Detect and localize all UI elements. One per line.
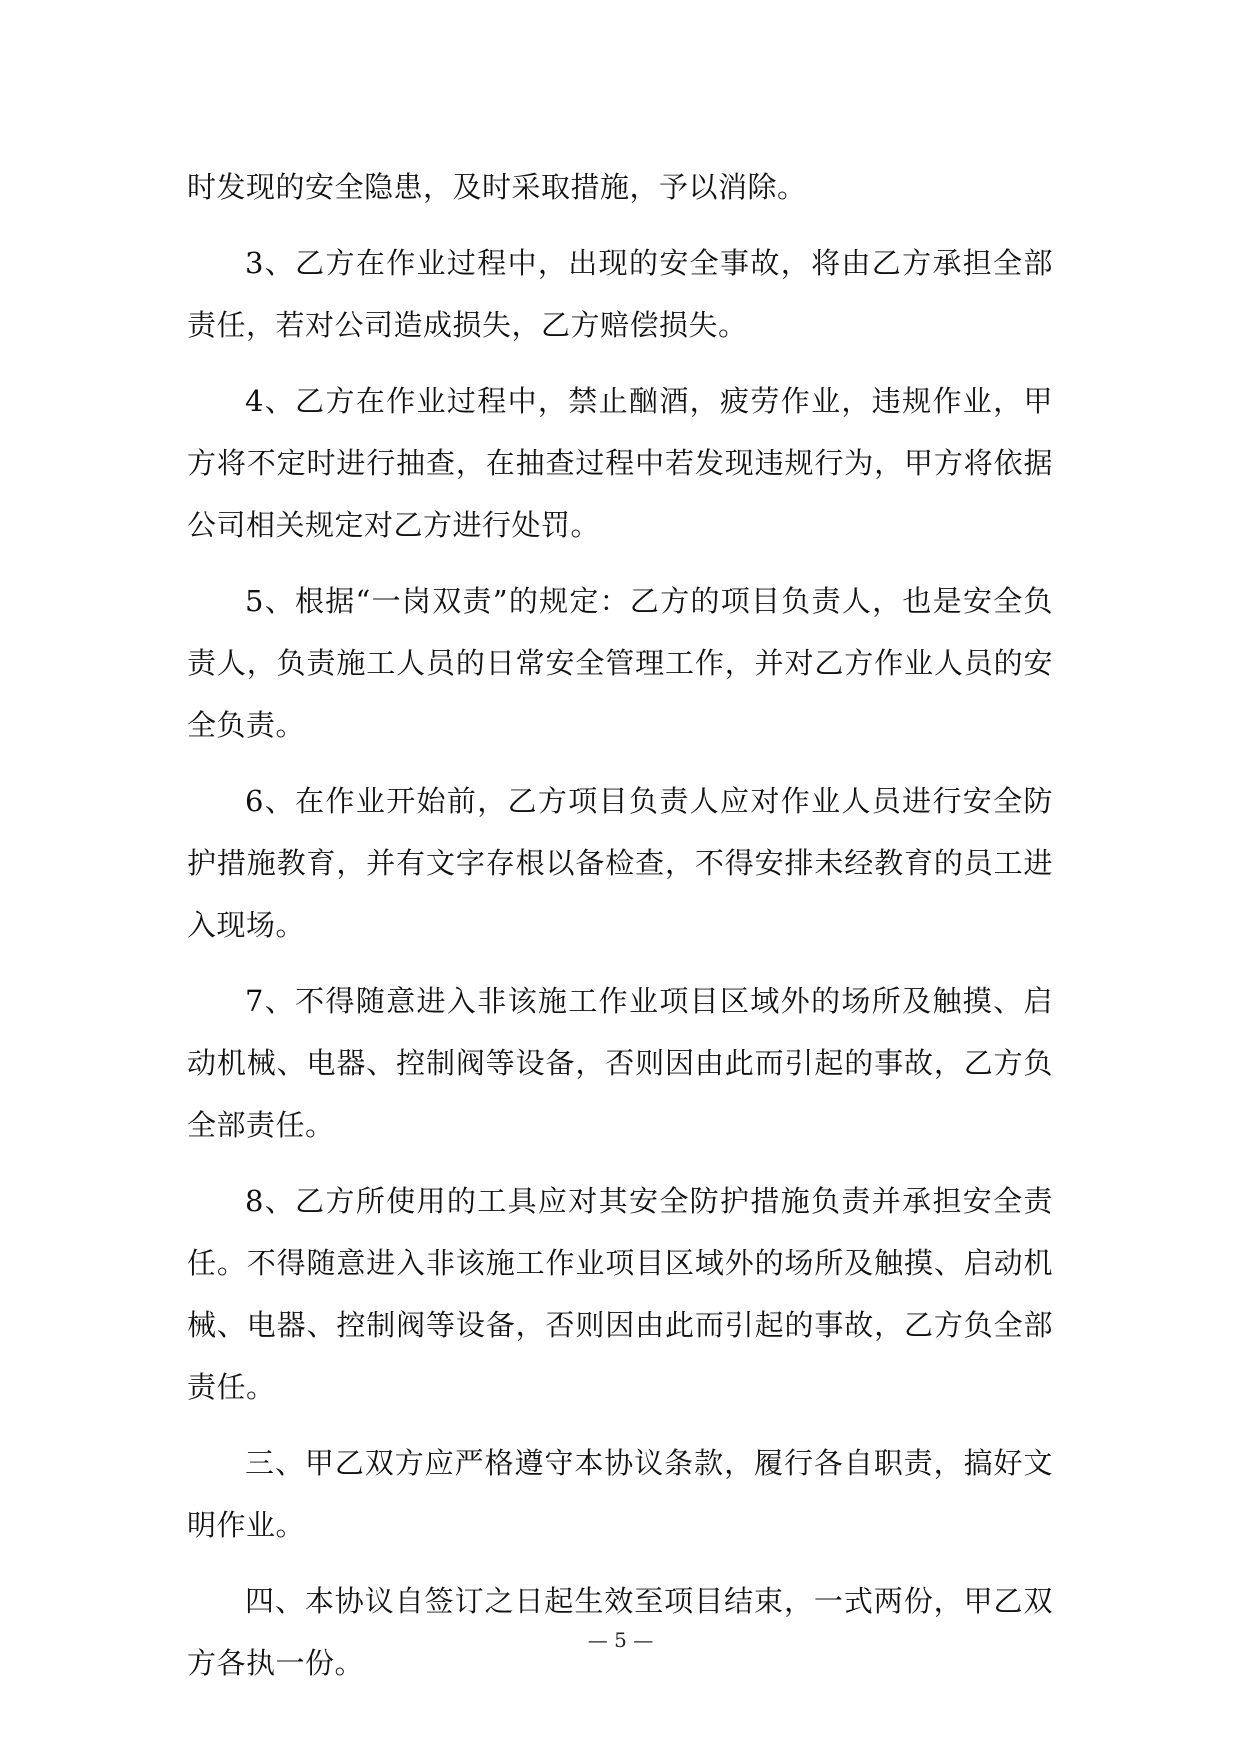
paragraph: 4、乙方在作业过程中，禁止酗酒，疲劳作业，违规作业，甲方将不定时进行抽查，在抽查过程中若发现违规行为，甲方将依据公司相关规定对乙方进行处罚。 <box>187 384 1053 542</box>
paragraph: 3、乙方在作业过程中，出现的安全事故，将由乙方承担全部责任，若对公司造成损失，乙方赔偿损失。 <box>187 246 1053 342</box>
paragraph: 5、根据“一岗双责”的规定：乙方的项目负责人，也是安全负责人，负责施工人员的日常安全管理工作，并对乙方作业人员的安全负责。 <box>187 584 1053 742</box>
paragraph: 8、乙方所使用的工具应对其安全防护措施负责并承担安全责任。不得随意进入非该施工作业项目区域外的场所及触摸、启动机械、电器、控制阀等设备，否则因由此而引起的事故，乙方负全部责任。 <box>187 1184 1053 1404</box>
paragraph: 时发现的安全隐患，及时采取措施，予以消除。 <box>187 170 807 204</box>
page-number: — 5 — <box>587 1628 654 1652</box>
paragraph: 6、在作业开始前，乙方项目负责人应对作业人员进行安全防护措施教育，并有文字存根以备检查，不得安排未经教育的员工进入现场。 <box>187 784 1053 942</box>
paragraph: 7、不得随意进入非该施工作业项目区域外的场所及触摸、启动机械、电器、控制阀等设备，否则因由此而引起的事故，乙方负全部责任。 <box>187 984 1053 1142</box>
paragraph: 四、本协议自签订之日起生效至项目结束，一式两份，甲乙双方各执一份。 <box>187 1584 1053 1680</box>
paragraph: 三、甲乙双方应严格遵守本协议条款，履行各自职责，搞好文明作业。 <box>187 1446 1053 1542</box>
document-body <box>187 156 1053 1708</box>
